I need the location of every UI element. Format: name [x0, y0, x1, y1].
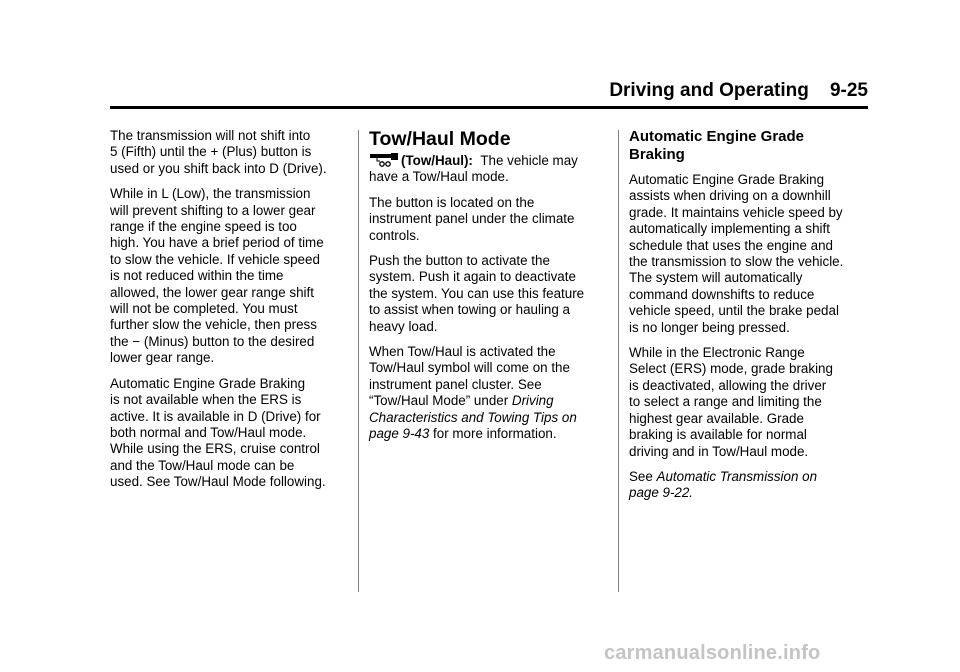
text-line: both normal and Tow/Haul mode.	[110, 424, 307, 440]
paragraph	[369, 253, 613, 335]
text-line: grade. It maintains vehicle speed by	[629, 204, 843, 220]
paragraph	[110, 376, 352, 491]
text-line: The system will automatically	[629, 270, 803, 286]
text-line: to select a range and limiting the	[629, 394, 822, 410]
text-line: 5 (Fifth) until the + (Plus) button is	[110, 144, 312, 160]
text-line: allowed, the lower gear range shift	[110, 284, 314, 300]
text-line: range if the engine speed is too	[110, 219, 297, 235]
text-line: While in the Electronic Range	[629, 345, 805, 361]
crossref-link-page[interactable]: page 9-43	[369, 426, 430, 442]
text-fragment: The vehicle may	[480, 153, 578, 168]
text-line: used. See Tow/Haul Mode following.	[110, 474, 326, 490]
text-line	[369, 426, 613, 442]
text-line: braking is available for normal	[629, 427, 807, 443]
text-line: lower gear range.	[110, 350, 215, 366]
text-line: Tow/Haul symbol will come on the	[369, 360, 570, 376]
text-line: highest gear available. Grade	[629, 410, 804, 426]
text-line: the − (Minus) button to the desired	[110, 333, 315, 349]
text-line: Automatic Engine Grade Braking	[110, 375, 306, 391]
text-line: instrument panel cluster. See	[369, 376, 542, 392]
column-1	[110, 128, 352, 500]
paragraph	[110, 128, 352, 177]
crossref-link-automatic-transmission-page[interactable]: page 9-22.	[629, 485, 694, 501]
text-line	[369, 153, 613, 169]
text-line: command downshifts to reduce	[629, 286, 815, 302]
text-line: The transmission will not shift into	[110, 128, 311, 143]
column-2	[369, 128, 613, 452]
text-line: is not reduced within the time	[110, 268, 284, 284]
text-line: the transmission to slow the vehicle.	[629, 254, 844, 270]
text-line: and the Tow/Haul mode can be	[110, 457, 295, 473]
text-line: The button is located on the	[369, 194, 535, 210]
text-line: further slow the vehicle, then press	[110, 317, 317, 333]
paragraph	[369, 195, 613, 244]
paragraph	[629, 172, 879, 336]
text-line: driving and in Tow/Haul mode.	[629, 443, 809, 459]
text-line: used or you shift back into D (Drive).	[110, 160, 327, 176]
section-title: Driving and Operating	[609, 80, 809, 101]
text-line: While using the ERS, cruise control	[110, 441, 320, 457]
crossref-link-driving-cont[interactable]: Characteristics and Towing Tips on	[369, 409, 577, 425]
text-line: automatically implementing a shift	[629, 221, 830, 237]
text-line: schedule that uses the engine and	[629, 237, 833, 253]
text-line: is deactivated, allowing the driver	[629, 377, 827, 393]
text-fragment: “Tow/Haul Mode” under	[369, 393, 512, 409]
text-line: high. You have a brief period of time	[110, 235, 324, 251]
header-title	[609, 80, 868, 102]
column-divider-2	[618, 130, 619, 592]
column-divider-1	[358, 130, 359, 592]
page-header	[110, 80, 868, 109]
heading-line: Automatic Engine Grade	[629, 128, 805, 145]
text-line: the system. You can use this feature	[369, 285, 585, 301]
text-line: controls.	[369, 227, 420, 243]
text-line: heavy load.	[369, 318, 438, 334]
text-line: instrument panel under the climate	[369, 211, 575, 227]
watermark: carmanualsonline.info	[604, 642, 821, 664]
crossref-link-driving[interactable]: Driving	[511, 393, 554, 409]
column-3	[629, 128, 879, 511]
text-line: Select (ERS) mode, grade braking	[629, 361, 833, 377]
section-heading-tow-haul: Tow/Haul Mode	[369, 128, 511, 150]
text-line: have a Tow/Haul mode.	[369, 169, 509, 185]
text-line: vehicle speed, until the brake pedal	[629, 303, 839, 319]
crossref-link-automatic-transmission[interactable]: Automatic Transmission on	[656, 468, 818, 484]
text-line: When Tow/Haul is activated the	[369, 344, 556, 360]
paragraph	[629, 345, 879, 460]
tow-haul-label: (Tow/Haul):	[401, 153, 473, 168]
text-line: is not available when the ERS is	[110, 392, 302, 408]
text-line: to slow the vehicle. If vehicle speed	[110, 251, 320, 267]
tow-haul-icon	[369, 153, 399, 167]
text-line: system. Push it again to deactivate	[369, 269, 576, 285]
text-line: is no longer being pressed.	[629, 319, 790, 335]
text-line: to assist when towing or hauling a	[369, 302, 570, 318]
paragraph	[369, 344, 613, 442]
paragraph	[629, 469, 879, 502]
text-line	[369, 393, 613, 409]
page-number: 9-25	[829, 80, 868, 101]
text-line: While in L (Low), the transmission	[110, 186, 311, 202]
text-fragment: See	[629, 468, 657, 484]
heading-line: Braking	[629, 146, 685, 163]
text-line: Automatic Engine Grade Braking	[629, 172, 825, 187]
paragraph	[110, 186, 352, 366]
text-fragment: for more information.	[429, 426, 557, 442]
text-line: assists when driving on a downhill	[629, 188, 831, 204]
text-line: active. It is available in D (Drive) for	[110, 408, 321, 424]
text-line: will not be completed. You must	[110, 301, 298, 317]
text-line: will prevent shifting to a lower gear	[110, 202, 316, 218]
section-heading-grade-braking	[629, 128, 879, 164]
text-line: Push the button to activate the	[369, 253, 550, 269]
text-line	[629, 469, 879, 485]
paragraph	[369, 153, 613, 186]
